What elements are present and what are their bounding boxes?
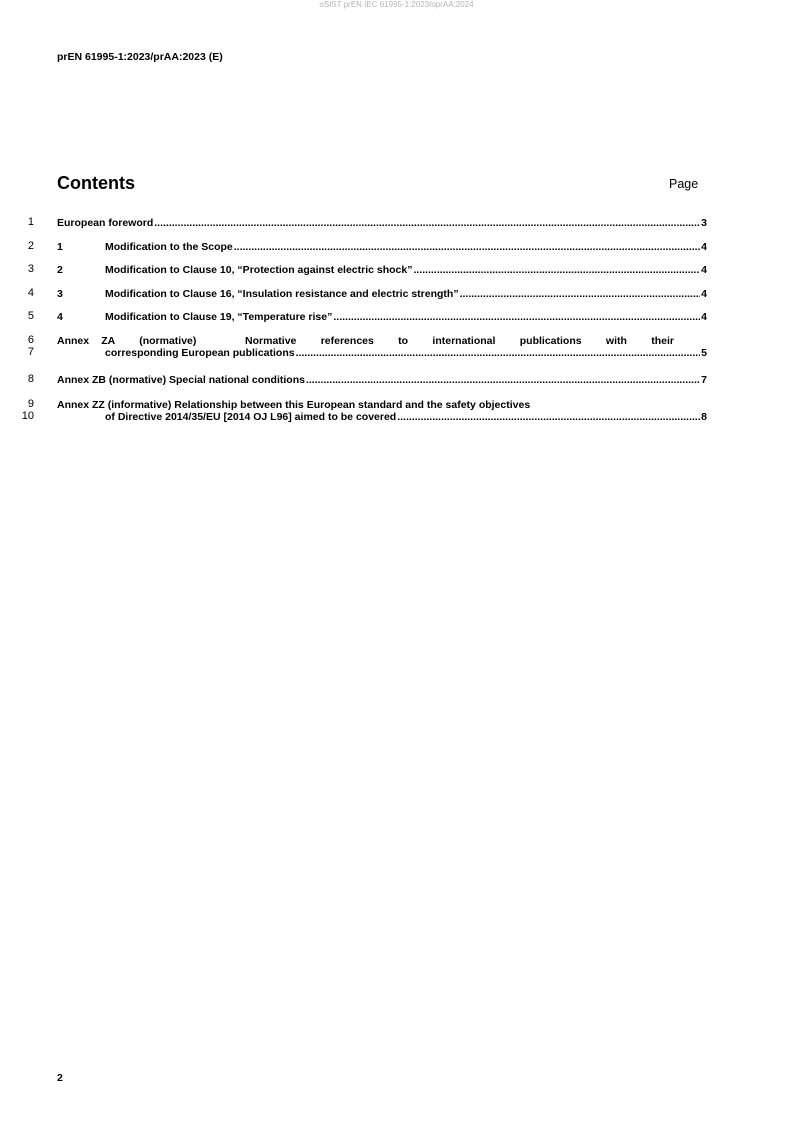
toc-entry-title-line2: of Directive 2014/35/EU [2014 OJ L96] aimed to be covered	[105, 411, 397, 423]
contents-heading: Contents	[57, 173, 135, 193]
toc-entry-line2	[57, 410, 707, 424]
toc-entry-title: Modification to Clause 19, “Temperature rise”	[105, 311, 333, 323]
line-number: 4	[27, 287, 34, 299]
toc-entry-clause-1[interactable]	[57, 240, 707, 254]
line-number: 1	[27, 216, 34, 228]
footer-page-number: 2	[57, 1072, 63, 1084]
page-column-label: Page	[669, 177, 699, 191]
toc-entry-clause-4[interactable]	[57, 310, 707, 324]
toc-entry-title: Annex ZB (normative) Special national conditions	[57, 374, 305, 386]
document-id: prEN 61995-1:2023/prAA:2023 (E)	[57, 51, 223, 63]
toc-entry-title: Modification to the Scope	[105, 241, 233, 253]
dot-leader	[306, 373, 700, 387]
toc-entry-title-line2: corresponding European publications	[105, 347, 295, 359]
toc-entry-page: 4	[701, 311, 707, 323]
toc-entry-page: 4	[701, 288, 707, 300]
dot-leader	[333, 310, 700, 324]
toc-entry-title: Modification to Clause 10, “Protection against electric shock”	[105, 264, 413, 276]
dot-leader	[397, 410, 700, 424]
line-number: 5	[27, 310, 34, 322]
toc-entry-page: 5	[701, 347, 707, 359]
toc-entry-page: 3	[701, 217, 707, 229]
toc-entry-title: European foreword	[57, 217, 154, 229]
toc-entry-page: 4	[701, 264, 707, 276]
line-number: 6	[27, 334, 34, 346]
toc-entry-clause-2[interactable]	[57, 263, 707, 277]
toc-entry-european-foreword[interactable]	[57, 216, 707, 230]
dot-leader	[460, 287, 701, 301]
toc-entry-number: 2	[57, 264, 63, 276]
line-number: 8	[27, 373, 34, 385]
watermark: oSIST prEN IEC 61995-1:2023/oprAA:2024	[319, 0, 474, 9]
toc-entry-number: 1	[57, 241, 63, 253]
toc-entry-number: 3	[57, 288, 63, 300]
toc-entry-line2	[57, 346, 707, 360]
toc-entry-number: 4	[57, 311, 63, 323]
dot-leader	[414, 263, 701, 277]
line-number: 10	[21, 410, 34, 422]
line-number: 2	[27, 240, 34, 252]
toc-entry-page: 7	[701, 374, 707, 386]
dot-leader	[154, 216, 700, 230]
toc-entry-page: 8	[701, 411, 707, 423]
toc-entry-title: Modification to Clause 16, “Insulation resistance and electric strength”	[105, 288, 459, 300]
line-number: 7	[27, 346, 34, 358]
dot-leader	[296, 346, 701, 360]
toc-entry-annex-zb[interactable]	[57, 373, 707, 387]
line-number: 9	[27, 398, 34, 410]
dot-leader	[234, 240, 700, 254]
line-number: 3	[27, 263, 34, 275]
toc-entry-page: 4	[701, 241, 707, 253]
toc-entry-clause-3[interactable]	[57, 287, 707, 301]
toc-entry-title-line1: Annex ZZ (informative) Relationship between this European standard and the safety objectives	[57, 399, 531, 411]
toc-entry-title-line1: Annex ZA (normative) Normative references to international publications with their	[57, 335, 674, 347]
